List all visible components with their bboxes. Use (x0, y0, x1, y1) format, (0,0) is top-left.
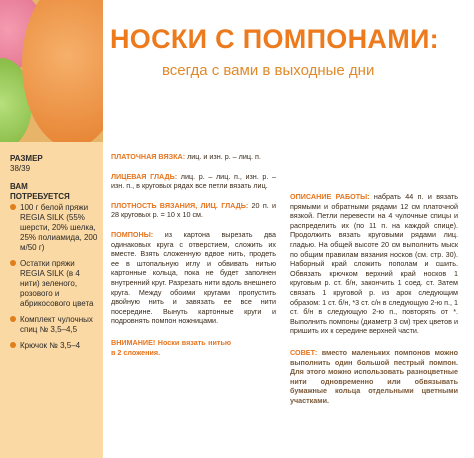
work-description-paragraph (290, 192, 458, 336)
garter-stitch-paragraph (111, 152, 276, 162)
advice-text: вместо маленьких помпонов можно выполнить один большой пестрый помпон. Для этого можно использовать разноцветные нити одновременно или обвязывать бумажные кольца отдельными цветными участками. (290, 347, 458, 405)
bullet-icon (10, 204, 16, 210)
material-item (10, 203, 100, 253)
orange-pompom (22, 0, 103, 142)
bullet-icon (10, 260, 16, 266)
garter-stitch-heading: ПЛАТОЧНАЯ ВЯЗКА: (111, 152, 186, 161)
pompoms-paragraph (111, 230, 276, 326)
gauge-paragraph (111, 201, 276, 220)
materials-sidebar (0, 142, 103, 458)
work-description-heading: ОПИСАНИЕ РАБОТЫ: (290, 192, 370, 201)
material-item-text: Остатки пряжи REGIA SILK (в 4 нити) зеленого, розового и абрикосового цвета (20, 259, 94, 308)
work-description-text: набрать 44 п. и вязать прямыми и обратными рядами 12 см платочной вязкой. Петли перевести на 4 чулочные спицы и распределить их (по 11 п. на каждой спице). Продолжить вязать круговыми рядами лиц. гладью. На общей высоте 20 см выполнить мыск по общим правилам вязания носков (см. стр. 30). Наборный край сложить пополам и сшить. Обвязать крючком верхний край носков 1 круговым р. ст. б/н, закончить 1 соед. ст. Затем связать 1 круговой р. из арок следующим образом: 1 ст. б/н, *3 ст. с/н в следующую 2-ю п., 1 ст. б/н в следующую 2-ю п., повторять от *. Выполнить помпоны (диаметр 3 см) трех цветов и пришить их к середине верхней части. (290, 192, 459, 336)
instructions-right-column (290, 192, 458, 405)
pompoms-text: из картона вырезать два одинаковых круга с отверстием, сложить их вместе. Взять сложенную вдвое нить, продеть ее в штопальную иглу и обвивать нитью картонные кольца, пока не будет заполнен внутренний круг. Разрезать нити вдоль внешнего круга. Между обоими кругами пропустить двойную нить и завязать ее все нити посередине. Вынуть картонные круги и подровнять помпон ножницами. (111, 229, 276, 326)
size-label: РАЗМЕР (10, 154, 43, 163)
warning-note: ВНИМАНИЕ! Носки вязать нитью в 2 сложения. (111, 337, 231, 357)
gauge-text: 20 п. и 28 круговых р. = 10 х 10 см. (111, 200, 276, 220)
page-subtitle: всегда с вами в выходные дни (162, 62, 375, 79)
size-block (10, 154, 100, 174)
stockinette-heading: ЛИЦЕВАЯ ГЛАДЬ: (111, 171, 178, 181)
stockinette-text: лиц. р. – лиц. п., изн. р. – изн. п., в круговых рядах все петли вязать лиц. (111, 171, 276, 191)
advice-paragraph (290, 348, 458, 406)
material-item (10, 315, 100, 335)
pompoms-heading: ПОМПОНЫ: (111, 229, 154, 239)
material-item-text: Крючок № 3,5–4 (20, 341, 81, 350)
size-value: 38/39 (10, 164, 31, 173)
pompom-photo (0, 0, 103, 142)
bullet-icon (10, 316, 16, 322)
page-title: НОСКИ С ПОМПОНАМИ: (110, 24, 439, 54)
material-item (10, 259, 100, 309)
material-item-text: 100 г белой пряжи REGIA SILK (55% шерсти, 20% шелка, 25% полиамида, 200 м/50 г) (20, 203, 98, 252)
bullet-icon (10, 342, 16, 348)
garter-stitch-text: лиц. и изн. р. – лиц. п. (185, 152, 261, 161)
gauge-heading: ПЛОТНОСТЬ ВЯЗАНИЯ, ЛИЦ. ГЛАДЬ: (111, 200, 249, 210)
advice-heading: СОВЕТ: (290, 347, 318, 357)
material-item-text: Комплект чулочных спиц № 3,5–4,5 (20, 315, 93, 334)
material-item (10, 341, 100, 351)
instructions-left-column (111, 152, 276, 357)
stockinette-paragraph (111, 172, 276, 191)
materials-label: ВАМ ПОТРЕБУЕТСЯ (10, 182, 70, 201)
materials-block (10, 182, 100, 351)
